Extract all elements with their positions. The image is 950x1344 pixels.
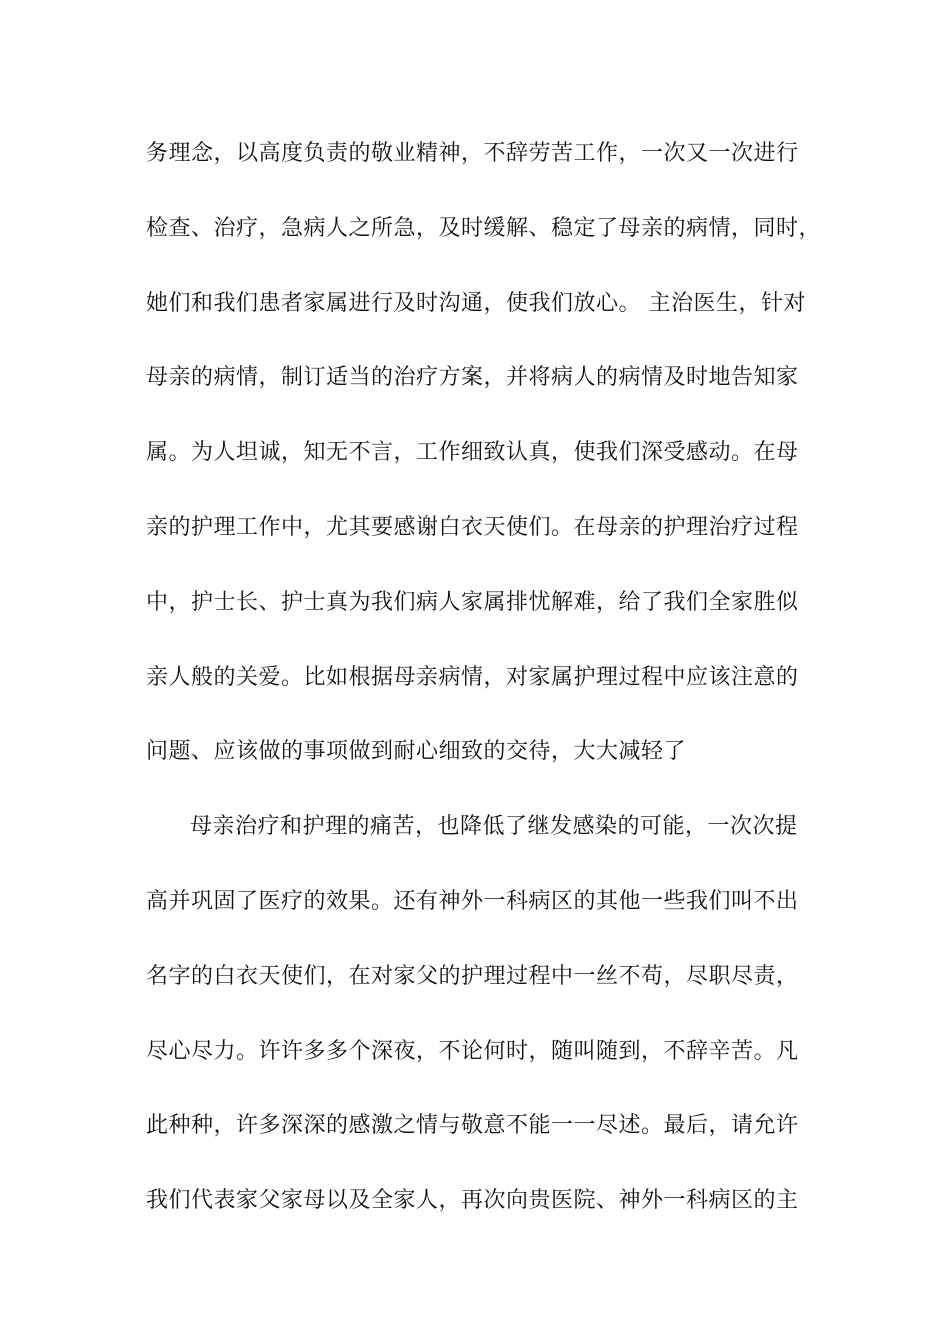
text-line: 问题、应该做的事项做到耐心细致的交待，大大减轻了 — [146, 739, 687, 765]
text-line: 她们和我们患者家属进行及时沟通，使我们放心。 主治医生，针对 — [146, 290, 806, 316]
text-line: 务理念，以高度负责的敬业精神，不辞劳苦工作，一次又一次进行 — [146, 141, 799, 166]
paragraph-1 — [146, 134, 836, 807]
text-line: 名字的白衣天使们，在对家父的护理过程中一丝不苟，尽职尽责， — [146, 963, 799, 989]
text-line: 中，护士长、护士真为我们病人家属排忧解难，给了我们全家胜似 — [146, 589, 799, 615]
text-line: 母亲治疗和护理的痛苦，也降低了继发感染的可能，一次次提 — [190, 814, 798, 840]
body-text — [146, 134, 836, 1256]
text-line: 检查、治疗，急病人之所急，及时缓解、稳定了母亲的病情，同时， — [146, 215, 822, 241]
text-line: 高并巩固了医疗的效果。还有神外一科病区的其他一些我们叫不出 — [146, 888, 799, 914]
text-line: 我们代表家父家母以及全家人，再次向贵医院、神外一科病区的主 — [146, 1188, 799, 1214]
text-line: 尽心尽力。许许多多个深夜，不论何时，随叫随到，不辞辛苦。凡 — [146, 1038, 799, 1064]
text-line: 亲人般的关爱。比如根据母亲病情，对家属护理过程中应该注意的 — [146, 664, 799, 690]
text-line: 此种种，许多深深的感激之情与敬意不能一一尽述。最后，请允许 — [146, 1113, 799, 1139]
paragraph-2 — [146, 807, 836, 1256]
text-line: 亲的护理工作中，尤其要感谢白衣天使们。在母亲的护理治疗过程 — [146, 514, 799, 540]
text-line: 母亲的病情，制订适当的治疗方案，并将病人的病情及时地告知家 — [146, 365, 799, 391]
text-line: 属。为人坦诚，知无不言，工作细致认真，使我们深受感动。在母 — [146, 440, 799, 466]
